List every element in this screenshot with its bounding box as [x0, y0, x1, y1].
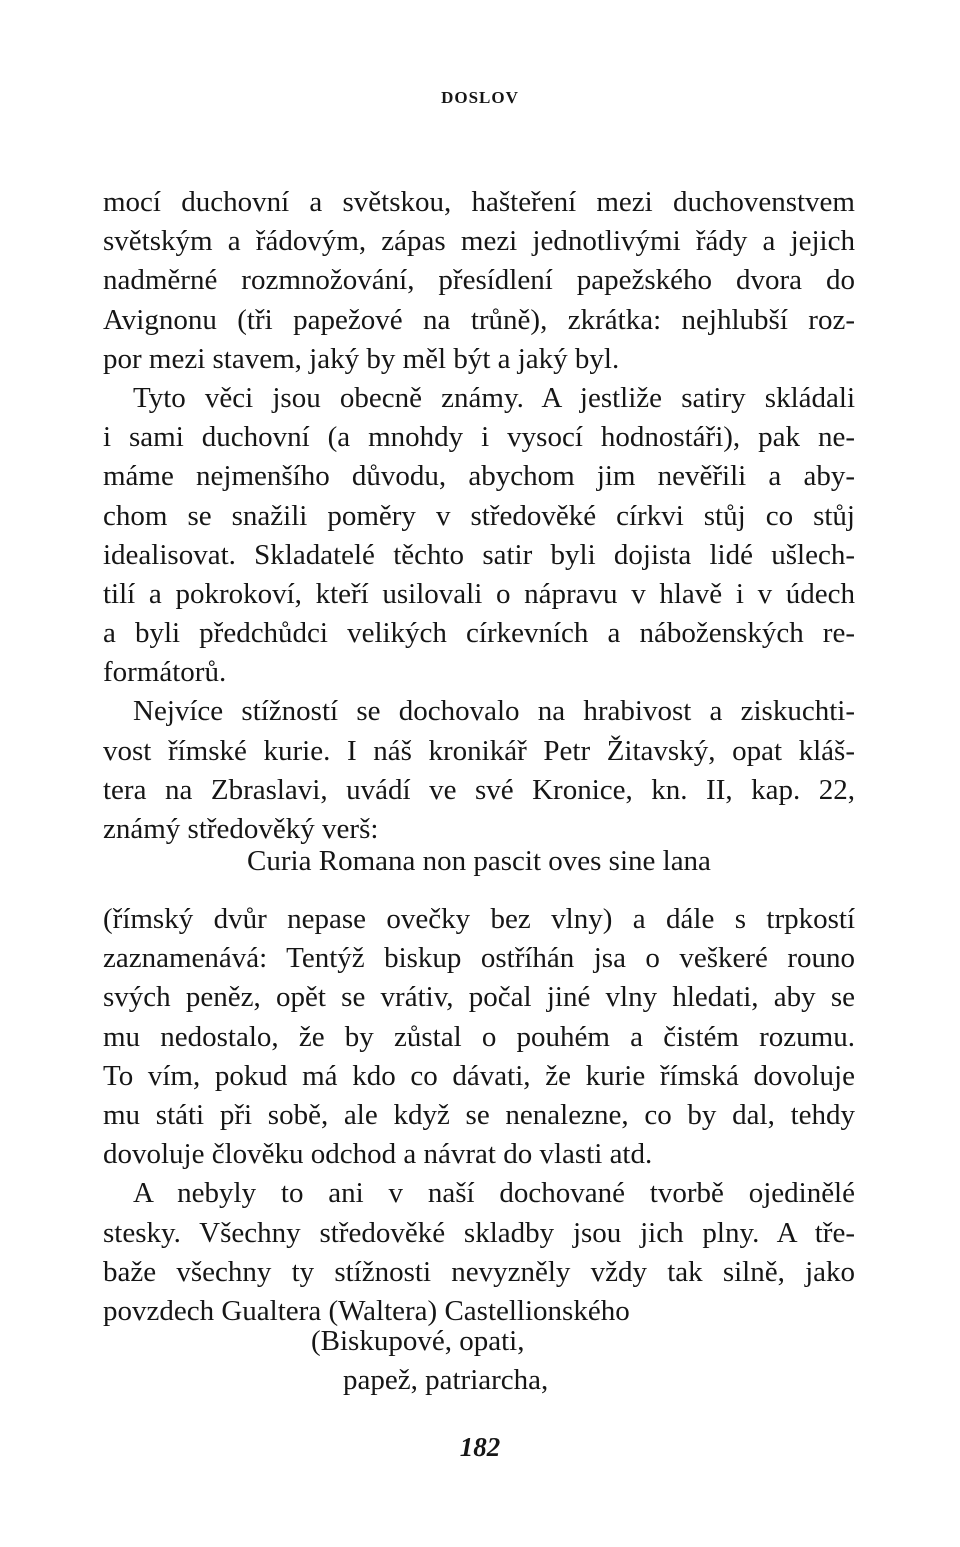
poem-block [103, 1322, 855, 1400]
text-line: Avignonu (tři papežové na trůně), zkrátka: nejhlubší roz- [103, 303, 855, 336]
text-line: dovoluje člověku odchod a návrat do vlasti atd. [103, 1138, 653, 1171]
text-line: baže všechny ty stížnosti nevyzněly vždy tak silně, jako [103, 1255, 855, 1288]
main-text-block [103, 183, 855, 849]
text-line: por mezi stavem, jaký by měl být a jaký byl. [103, 342, 620, 375]
text-line: tilí a pokrokoví, kteří usilovali o nápravu v hlavě i v údech [103, 577, 855, 610]
text-line: známý středověký verš: [103, 813, 379, 845]
text-line: i sami duchovní (a mnohdy i vysocí hodnostáři), pak ne- [103, 421, 855, 454]
text-line: svých peněz, opět se vrátiv, počal jiné vlny hledati, aby se [103, 981, 855, 1014]
running-header: DOSLOV [441, 88, 519, 107]
text-line: nadměrné rozmnožování, přesídlení papežského dvora do [103, 264, 855, 297]
text-line: idealisovat. Skladatelé těchto satir byli dojista lidé ušlech- [103, 538, 855, 571]
text-line: Nejvíce stížností se dochovalo na hrabivost a ziskuchti- [133, 695, 855, 728]
latin-quote: Curia Romana non pascit oves sine lana [247, 845, 711, 877]
continued-text-block [103, 900, 855, 1331]
text-line: stesky. Všechny středověké skladby jsou jich plny. A tře- [103, 1216, 855, 1249]
text-line: povzdech Gualtera (Waltera) Castellionského [103, 1294, 630, 1327]
text-line: mu státi při sobě, ale když se nenalezne, co by dal, tehdy [103, 1098, 855, 1131]
text-line: formátorů. [103, 656, 227, 689]
text-line: a byli předchůdci velikých církevních a náboženských re- [103, 617, 855, 650]
text-line: Tyto věci jsou obecně známy. A jestliže satiry skládali [133, 381, 855, 414]
text-line: chom se snažili poměry v středověké církvi stůj co stůj [103, 499, 855, 532]
text-line: světským a řádovým, zápas mezi jednotlivými řády a jejich [103, 225, 855, 258]
text-line: To vím, pokud má kdo co dávati, že kurie římská dovoluje [103, 1059, 855, 1092]
poem-line: papež, patriarcha, [343, 1364, 549, 1397]
text-line: zaznamenává: Tentýž biskup ostříhán jsa o veškeré rouno [103, 942, 855, 975]
page-number: 182 [459, 1432, 501, 1462]
text-line: mu nedostalo, že by zůstal o pouhém a čistém rozumu. [103, 1020, 855, 1053]
text-line: máme nejmenšího důvodu, abychom jim nevěřili a aby- [103, 460, 855, 493]
text-line: vost římské kurie. I náš kronikář Petr Žitavský, opat kláš- [103, 734, 855, 767]
poem-line: (Biskupové, opati, [311, 1325, 525, 1357]
text-line: (římský dvůr nepase ovečky bez vlny) a dále s trpkostí [103, 903, 855, 935]
text-line: mocí duchovní a světskou, hašteření mezi duchovenstvem [103, 186, 855, 218]
text-line: tera na Zbraslavi, uvádí ve své Kronice, kn. II, kap. 22, [103, 773, 855, 806]
latin-quote-block [103, 842, 855, 881]
text-line: A nebyly to ani v naší dochované tvorbě ojedinělé [133, 1177, 855, 1210]
